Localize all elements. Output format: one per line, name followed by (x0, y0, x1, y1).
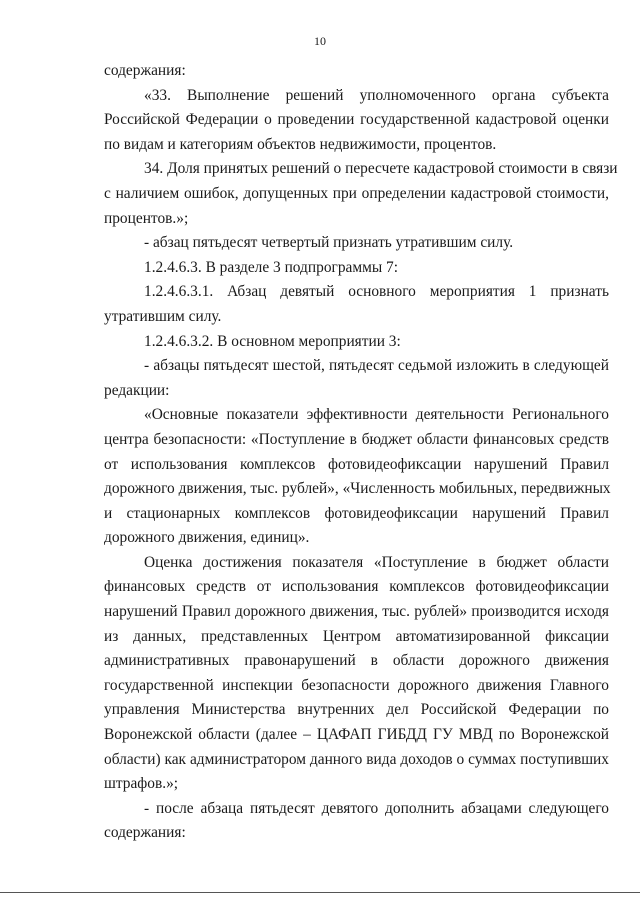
text-line: дорожного движения, единиц». (104, 529, 310, 547)
page-number: 10 (314, 34, 326, 48)
paragraph (104, 59, 609, 84)
paragraph (104, 231, 609, 256)
text-line: управления Министерства внутренних дел Российской Федерации по (104, 701, 609, 719)
text-line: дорожного движения, тыс. рублей», «Численность мобильных, передвижных (104, 480, 611, 498)
text-line: Оценка достижения показателя «Поступление в бюджет области (144, 553, 609, 571)
page-bottom-rule (0, 892, 640, 893)
text-line: 1.2.4.6.3.1. Абзац девятый основного мероприятия 1 признать (144, 283, 609, 301)
text-line: центра безопасности: «Поступление в бюджет области финансовых средств (104, 430, 609, 448)
text-line: и стационарных комплексов фотовидеофиксации нарушений Правил (104, 504, 609, 522)
text-line: «33. Выполнение решений уполномоченного органа субъекта (144, 86, 609, 104)
text-line: содержания: (104, 824, 186, 842)
text-line: штрафов.»; (104, 775, 179, 793)
paragraph (104, 280, 609, 329)
text-line: по видам и категориям объектов недвижимости, процентов. (104, 135, 497, 153)
paragraph (104, 354, 609, 403)
text-line: административных правонарушений в области дорожного движения (104, 652, 609, 670)
text-line: процентов.»; (104, 209, 189, 227)
text-line: утратившим силу. (104, 307, 222, 325)
paragraph (104, 330, 609, 355)
paragraph (104, 157, 618, 231)
text-line: области) как администратором данного вида доходов о суммах поступивших (104, 750, 609, 768)
text-line: финансовых средств от использования комплексов фотовидеофиксации (104, 578, 609, 596)
text-line: - абзацы пятьдесят шестой, пятьдесят седьмой изложить в следующей (144, 357, 609, 375)
text-line: нарушений Правил дорожного движения, тыс. рублей» производится исходя (104, 603, 609, 621)
paragraph (104, 403, 609, 551)
text-line: Российской Федерации о проведении государственной кадастровой оценки (104, 111, 609, 129)
paragraph (104, 256, 609, 281)
text-line: 34. Доля принятых решений о пересчете кадастровой стоимости в связи (144, 160, 618, 178)
text-line: «Основные показатели эффективности деятельности Регионального (144, 406, 609, 424)
text-line: с наличием ошибок, допущенных при определении кадастровой стоимости, (104, 184, 609, 202)
text-line: - после абзаца пятьдесят девятого дополнить абзацами следующего (144, 799, 609, 817)
paragraph (104, 797, 609, 846)
text-line: Воронежской области (далее – ЦАФАП ГИБДД ГУ МВД по Воронежской (104, 726, 609, 744)
text-line: содержания: (104, 62, 186, 79)
text-line: редакции: (104, 381, 170, 399)
text-line: государственной инспекции безопасности дорожного движения Главного (104, 676, 609, 694)
document-body (104, 59, 618, 846)
text-line: 1.2.4.6.3.2. В основном мероприятии 3: (144, 332, 401, 350)
paragraph (104, 551, 609, 797)
text-line: 1.2.4.6.3. В разделе 3 подпрограммы 7: (144, 258, 398, 276)
text-line: - абзац пятьдесят четвертый признать утратившим силу. (144, 234, 514, 252)
text-line: из данных, представленных Центром автоматизированной фиксации (104, 627, 609, 645)
paragraph (104, 84, 609, 158)
text-line: от использования комплексов фотовидеофиксации нарушений Правил (104, 455, 609, 473)
